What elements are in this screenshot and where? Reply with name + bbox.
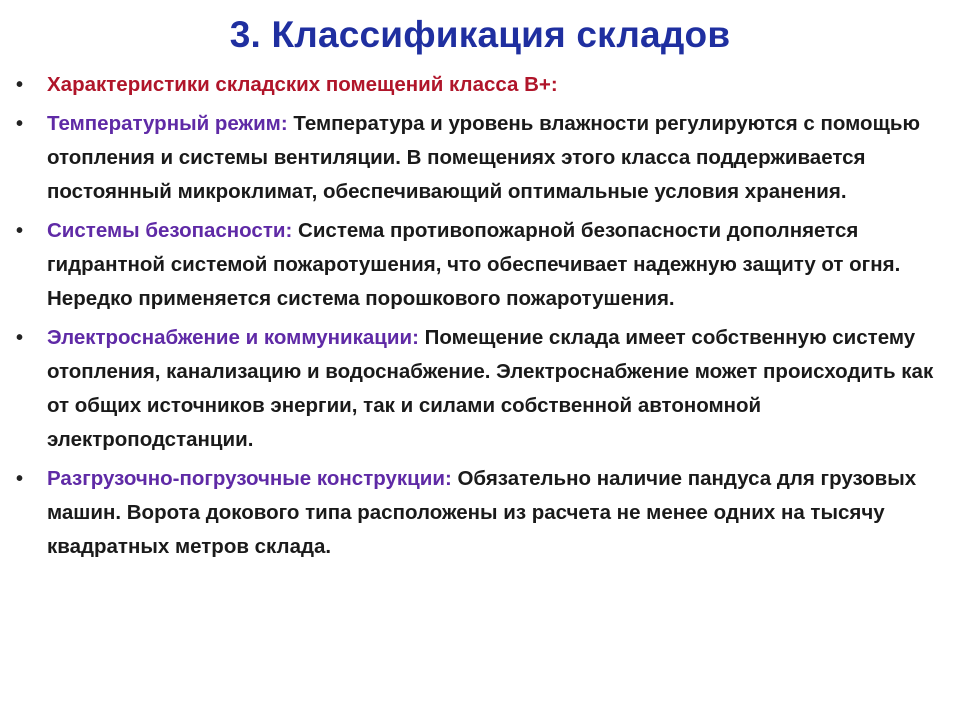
bullet-dot-icon: • [16, 220, 24, 242]
bullet-heading: Электроснабжение и коммуникации: [47, 326, 419, 349]
bullet-list [14, 68, 946, 569]
bullet-heading: Системы безопасности: [47, 219, 293, 242]
bullet-item [14, 214, 946, 316]
bullet-heading: Температурный режим: [47, 112, 288, 135]
bullet-dot-icon: • [16, 327, 24, 349]
bullet-item [14, 462, 946, 564]
bullet-item [14, 107, 946, 209]
bullet-heading: Разгрузочно-погрузочные конструкции: [47, 467, 452, 490]
bullet-item [14, 68, 946, 102]
bullet-dot-icon: • [16, 113, 24, 135]
bullet-dot-icon: • [16, 468, 24, 490]
bullet-text: Температура и уровень влажности регулируются с помощью отопления и системы вентиляции. В помещениях этого класса поддерживается постоянный микроклимат, обеспечивающий оптимальные условия хранения. [47, 112, 920, 203]
slide-title: 3. Классификация складов [229, 14, 731, 55]
bullet-dot-icon: • [16, 74, 24, 96]
bullet-heading: Характеристики складских помещений класса В+: [47, 73, 558, 96]
bullet-text: Система противопожарной безопасности дополняется гидрантной системой пожаротушения, что обеспечивает надежную защиту от огня. Нередко применяется система порошкового пожаротушения. [47, 219, 901, 310]
bullet-item [14, 321, 946, 457]
bullet-text: Помещение склада имеет собственную систему отопления, канализацию и водоснабжение. Электроснабжение может происходить как от общих источников энергии, так и силами собственной автономной электроподстанции. [47, 326, 934, 451]
bullet-text: Обязательно наличие пандуса для грузовых машин. Ворота докового типа расположены из расчета не менее одних на тысячу квадратных метров склада. [47, 467, 917, 558]
